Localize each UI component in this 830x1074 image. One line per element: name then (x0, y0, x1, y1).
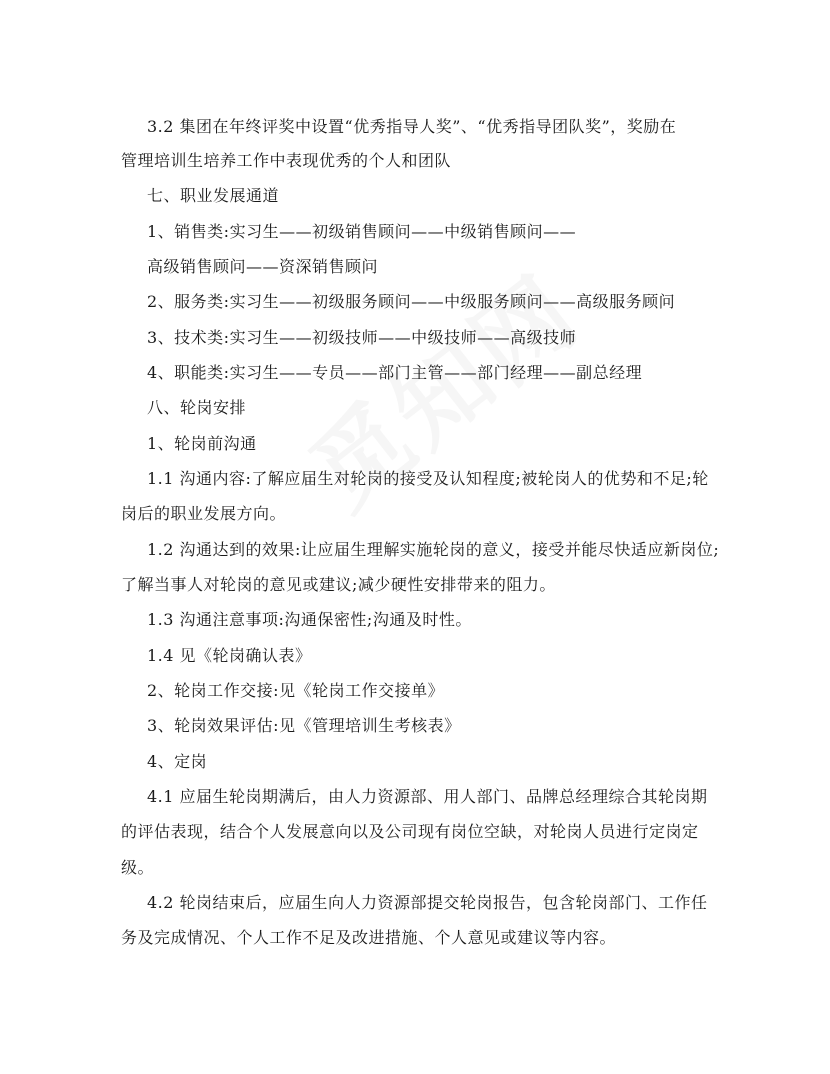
text-line: 1、销售类:实习生——初级销售顾问——中级销售顾问—— (147, 222, 577, 241)
text-line: 务及完成情况、个人工作不足及改进措施、个人意见或建议等内容。 (121, 928, 617, 947)
section-heading: 七、职业发展通道 (147, 186, 280, 205)
text-line: 1.1 沟通内容:了解应届生对轮岗的接受及认知程度;被轮岗人的优势和不足;轮 (147, 469, 709, 488)
text-line: 级。 (121, 858, 155, 877)
text-line: 3、技术类:实习生——初级技师——中级技师——高级技师 (147, 328, 577, 347)
text-line: 2、轮岗工作交接:见《轮岗工作交接单》 (147, 681, 445, 700)
text-line: 了解当事人对轮岗的意见或建议;减少硬性安排带来的阻力。 (121, 575, 556, 594)
text-line: 3.2 集团在年终评奖中设置“优秀指导人奖”、“优秀指导团队奖”，奖励在 (147, 117, 677, 136)
text-line: 2、服务类:实习生——初级服务顾问——中级服务顾问——高级服务顾问 (147, 292, 676, 311)
text-line: 管理培训生培养工作中表现优秀的个人和团队 (121, 151, 452, 170)
subsection-heading: 4、定岗 (147, 752, 208, 771)
text-line: 4.1 应届生轮岗期满后，由人力资源部、用人部门、品牌总经理综合其轮岗期 (147, 787, 708, 806)
text-line: 1.2 沟通达到的效果:让应届生理解实施轮岗的意义，接受并能尽快适应新岗位; (147, 540, 720, 559)
text-line: 3、轮岗效果评估:见《管理培训生考核表》 (147, 716, 461, 735)
text-line: 高级销售顾问——资深销售顾问 (147, 257, 379, 276)
text-line: 岗后的职业发展方向。 (121, 504, 287, 523)
text-line: 4.2 轮岗结束后，应届生向人力资源部提交轮岗报告，包含轮岗部门、工作任 (147, 893, 708, 912)
subsection-heading: 1、轮岗前沟通 (147, 434, 257, 453)
text-line: 4、职能类:实习生——专员——部门主管——部门经理——副总经理 (147, 363, 643, 382)
text-line: 1.3 沟通注意事项:沟通保密性;沟通及时性。 (147, 610, 472, 629)
text-line: 的评估表现，结合个人发展意向以及公司现有岗位空缺，对轮岗人员进行定岗定 (121, 822, 699, 841)
text-line: 1.4 见《轮岗确认表》 (147, 646, 312, 665)
section-heading: 八、轮岗安排 (147, 398, 247, 417)
